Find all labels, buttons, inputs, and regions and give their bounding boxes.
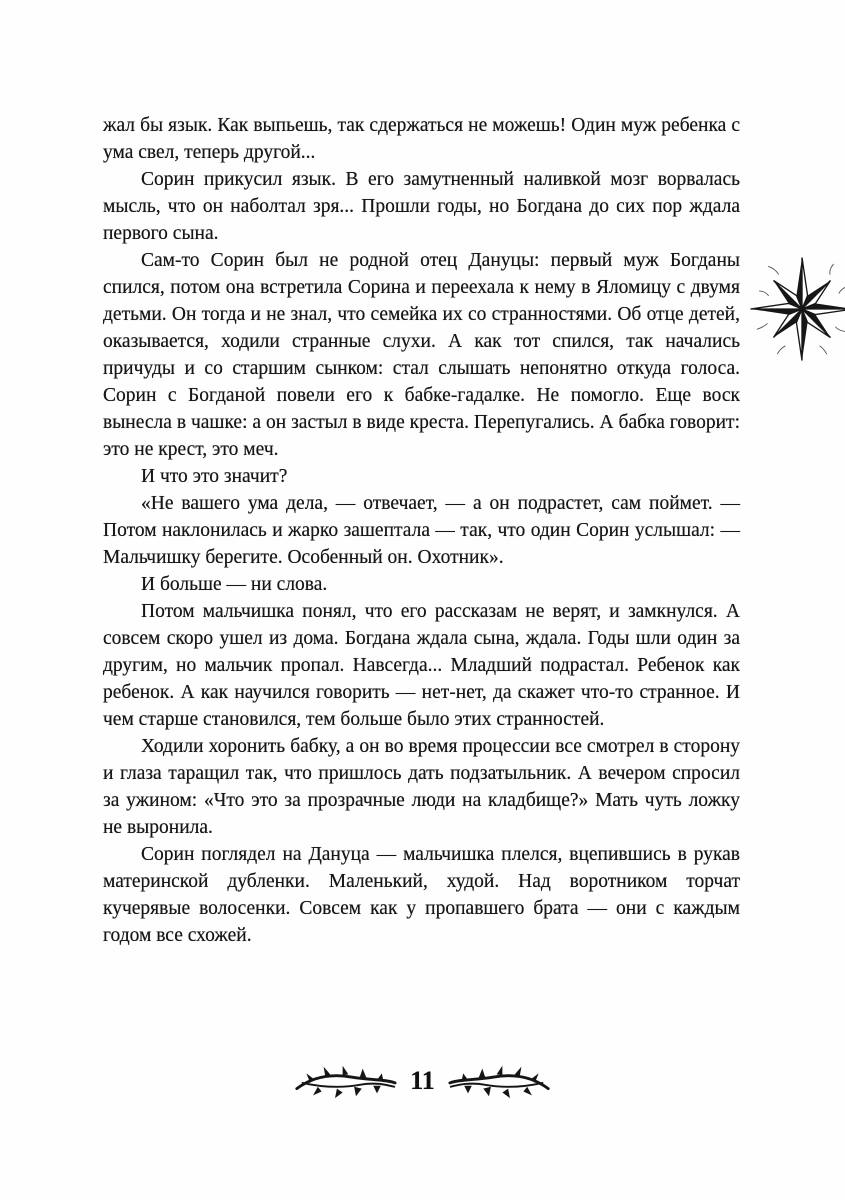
paragraph: Сам-то Сорин был не родной отец Дануцы: первый муж Богданы спился, потом она встретила Сорина и переехала к нему в Яломицу с двумя детьми. Он тогда и не знал, что семейка их со странностями. Об отце детей, оказывается, ходили странные слухи. А как тот спился, так начались причуды и со старшим сынком: стал слышать непонятно откуда голоса. Сорин с Богданой повели его к бабке-гадалке. Не помогло. Еще воск вынесла в чашке: а он застыл в виде креста. Перепугались. А бабка говорит: это не крест, это меч. xyxy=(103,250,740,460)
body-text xyxy=(103,112,740,949)
page-footer xyxy=(0,1060,845,1102)
thorn-branch-ornament-right-icon xyxy=(447,1060,552,1102)
paragraph: И что это значит? xyxy=(141,466,288,487)
compass-star-ornament-icon xyxy=(746,250,845,368)
thorn-branch-ornament-left-icon xyxy=(293,1060,398,1102)
paragraph: Ходили хоронить бабку, а он во время процессии все смотрел в сторону и глаза таращил так, что пришлось дать подзатыльник. А вечером спросил за ужином: «Что это за прозрачные люди на кладбище?» Мать чуть ложку не выронила. xyxy=(103,736,740,838)
paragraph: Сорин поглядел на Дануца — мальчишка плелся, вцепившись в рукав материнской дубленки. Маленький, худой. Над воротником торчат кучерявые волосенки. Совсем как у пропавшего брата — они с каждым годом все схожей. xyxy=(103,844,740,946)
paragraph: Потом мальчишка понял, что его рассказам не верят, и замкнулся. А совсем скоро ушел из дома. Богдана ждала сына, ждала. Годы шли один за другим, но мальчик пропал. Навсегда... Младший подрастал. Ребенок как ребенок. А как научился говорить — нет-нет, да скажет что-то странное. И чем старше становился, тем больше было этих странностей. xyxy=(103,601,740,730)
paragraph: Сорин прикусил язык. В его замутненный наливкой мозг ворвалась мысль, что он наболтал зря... Прошли годы, но Богдана до сих пор ждала первого сына. xyxy=(103,169,740,244)
paragraph: «Не вашего ума дела, — отвечает, — а он подрастет, сам поймет. — Потом наклонилась и жарко зашептала — так, что один Сорин услышал: — Мальчишку берегите. Особенный он. Охотник». xyxy=(103,493,740,568)
page-number: 11 xyxy=(410,1066,435,1095)
paragraph: И больше — ни слова. xyxy=(141,574,328,595)
paragraph: жал бы язык. Как выпьешь, так сдержаться не можешь! Один муж ребенка с ума свел, теперь другой... xyxy=(103,115,740,163)
